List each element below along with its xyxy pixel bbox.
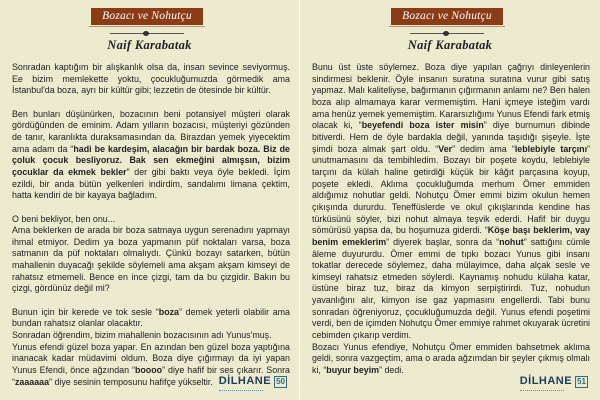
text-run: Bozacı Yunus efendiye, Nohutçu Ömer emmiden bahsetmek aklıma geldi, sonra vazgeçtim, ama o arada ağzımdan bir şeyler çıkmış olmalı ki, “ [312, 341, 590, 376]
chapter-title: Bozacı ve Nohutçu [391, 8, 503, 25]
bold-quote: boooo [134, 365, 163, 376]
paragraph [12, 62, 290, 97]
text-run: ” diye burnumun dibinde bitiverdi. Hem de öyle bardakla değil, yanında taşıdığı şişeyle. İşte şimdi boza almak şart oldu. “ [312, 120, 590, 154]
text-run: ” der gibi baktı veya öyle bekledi. İçim ezildi, bir anda bütün yelkenleri indirdim, sandalımı limana çektim, hatta kendiri de bir kayaya bağladım. [12, 166, 290, 201]
text-run: Bunu üst üste söylemez. Boza diye yapılan çağrıyı dinleyenlerin sindirmesi beklenir. Öyle insanın suratına suratına vurur gibi satış yapmaz. Malı kaliteliyse, bağırmanın çığırmanın anlamı ne? Ben halen boza alıp almamaya karar vermemiştim. Hani içmeye isteğim vardı ama henüz yemek yememiştim. Kararsızlığımı Yunus Efendi fark etmiş olacak ki, “ [312, 62, 590, 131]
logo-text: DİLHANE [519, 375, 573, 387]
paragraph [12, 225, 290, 295]
text-run: ” unutmamasını da tembihledim. Bozayı bir poşete koydu, leblebiyle tarçını da külah haline getirdiği küçük bir kâğıt parçasına koyup, poşete ekledi. Aklıma çocukluğumda merhum Ömer emmiden aldığımız nohutlar geldi. Nohutçu Ömer emmi bizim okulun hemen çıkışında dururdu. Teneffüslerde ve okul çıkışlarında kendine has türküsünü söyler, bizi nohut almaya teşvik ederdi. Hafif bir duygu sömürüsü yapsa da, bu hoşumuza giderdi. “ [312, 143, 591, 236]
page-body [312, 62, 590, 377]
text-run: ” dedi. [379, 365, 404, 376]
paragraph [12, 330, 290, 342]
text-run: ” diye hafif bir ses çıkarır. Sonra “ [12, 365, 290, 387]
bold-quote: nohut [499, 236, 524, 247]
publisher-logo [219, 371, 287, 392]
page-body [12, 62, 290, 388]
bold-quote: buyur beyim [326, 365, 380, 376]
bold-quote: hadi be kardeşim, alacağın bir bardak boza. Biz de çoluk çocuk besliyoruz. Bak sen ekmeğini almışsın, bizim çocuklar da ekmek bekler [12, 143, 290, 177]
text-run: Yunus efendi güzel boza yapar. En azından ben güzel boza yaptığına inanacak kadar müdavimi oldum. Boza diye çığırmayı da iyi yapan Yunus Efendi, önce ağzından “ [12, 341, 290, 376]
bold-quote: boza [158, 306, 179, 317]
text-run: Sonradan öğrendim, bizim mahallenin bozacısının adı Yunus'muş. [12, 330, 272, 341]
text-run: ” diyerek başlar, sonra da “ [386, 236, 500, 247]
text-run: Bunun için bir kerede ve tok sesle “ [12, 306, 159, 317]
publisher-logo [520, 371, 588, 392]
text-run: Sonradan kaptığım bir alışkanlık olsa da, insan sevince seviyormuş. Ee bizim memlekette yoktu, çocukluğumuzda görmedik ama İstanbul'da boza, ayrı bir kültür gibi; lezzetin de ötesinde bir kültür. [12, 62, 290, 96]
bold-quote: leblebiyle tarçını [514, 143, 588, 154]
bold-quote: beyefendi boza ister misin [361, 120, 484, 131]
bold-quote: Köşe başı beklerim, vay benim emeklerim [312, 225, 590, 247]
author-name: Naif Karabatak [407, 38, 493, 52]
text-run: Ama beklerken de arada bir boza satmaya uygun serenadını yapmayı ihmal etmiyor. Dedim ya boza yapmanın püf noktaları varsa, boza satmanın da püf noktaları olmalıydı. Çünkü bozayı satarken, bütün mahallenin duyacağı şekilde söylemeli ama akşam akşam kimseyi de rahatsız etmemeli. Bence en ince çizgi, tam da bu çizgidir. Bakın bu çizgi, gördünüz değil mi? [12, 225, 290, 294]
text-run: ” demek yeterli olabilir ama bundan rahatsız olanlar olacaktır. [12, 306, 290, 329]
paragraph [12, 109, 290, 202]
ornament-divider [110, 32, 184, 35]
paragraph [312, 62, 590, 342]
logo-text: DİLHANE [218, 375, 272, 387]
page-number: 50 [276, 376, 285, 386]
author-name: Naif Karabatak [107, 38, 192, 52]
paragraph [12, 307, 290, 330]
page-number: 51 [577, 376, 586, 386]
text-run: ” dedim ama “ [452, 143, 515, 154]
text-run: O beni bekliyor, ben onu... [12, 213, 116, 224]
bold-quote: Ver [438, 143, 453, 154]
paragraph [12, 214, 290, 226]
logo-tagline [219, 390, 263, 392]
logo-tagline [520, 390, 564, 392]
right-page [300, 0, 600, 400]
bold-quote: zaaaaaa [14, 376, 50, 387]
text-run: ” diye sesinin temposunu hafifçe yükseltir. [49, 376, 213, 387]
text-run: Ben bunları düşünürken, bozacının beni potansiyel müşteri olarak gördüğünden de eminim. Adam yılların bozacısı, müşteriyi gözünden de tanır, karanlıkta duraksamasından da. Birazdan yemek yiyecektim ama adam da “ [12, 108, 290, 154]
ornament-divider [410, 32, 484, 35]
text-run: ” sattığını cümle âleme duyururdu. Ömer emmi de tıpkı bozacı Yunus gibi insanı tokatlar derecede söylemez, daha mülayimce, daha alçak sesle ve kimseyi rahatsız etmeden söylerdi. Kaynamış nohudu külaha katar, üstüne biraz tuz, biraz da kimyon serpiştirirdi. Tuz, nohudun yavanlığını alır, kimyon ise gaz yapmasını engellerdi. Tabi bunu sonradan öğreniyoruz, çocukluğumuzda değil. Yunus efendi poşetimi verdi, ben de içimden Nohutçu Ömer emmiye rahmet okuyarak ücretini cebimden çıkarıp verdim. [312, 236, 590, 341]
chapter-title: Bozacı ve Nohutçu [91, 8, 203, 25]
